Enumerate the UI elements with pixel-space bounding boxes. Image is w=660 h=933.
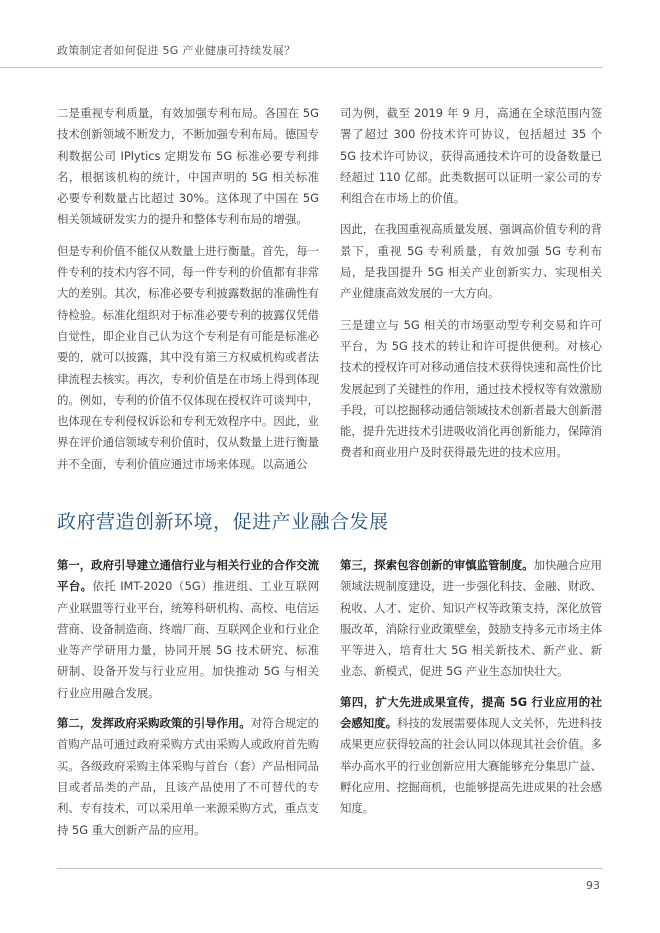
header-divider	[0, 67, 603, 68]
paragraph: 司为例，截至 2019 年 9 月，高通在全球范围内签署了超过 300 份技术许可协议，包括超过 35 个 5G 技术许可协议，获得高通技术许可的设备数量已经超过 110 亿部。此类数据可以证明一家公司的专利组合在市场上的价值。	[340, 106, 602, 206]
paragraph: 三是建立与 5G 相关的市场驱动型专利交易和许可平台，为 5G 技术的转让和许可提供便利。对核心技术的授权许可对移动通信技术获得快速和高性价比发展起到了关键性的作用，通过技术授权等有效激励手段，可以挖掘移动通信领域技术创新者最大创新潜能，提升先进技术引进吸收消化再创新能力，保障消费者和商业用户及时获得最先进的技术应用。	[340, 317, 602, 460]
lower-left-column	[57, 555, 319, 850]
section-heading: 政府营造创新环境，促进产业融合发展	[57, 510, 389, 533]
policy-item	[57, 713, 319, 841]
policy-item-lead: 第三，探索包容创新的审慎监管制度。	[340, 558, 534, 572]
running-header: 政策制定者如何促进 5G 产业健康可持续发展？	[57, 44, 296, 57]
upper-right-column	[340, 103, 602, 474]
policy-item-body: 依托 IMT-2020（5G）推进组、工业互联网产业联盟等行业平台，统筹科研机构、高校、电信运营商、设备制造商、终端厂商、互联网企业和行业企业等产学研用力量，协同开展 5G 技术研究、标准研制、设备开发与行业应用。加快推动 5G 与相关行业应用融合发展。	[57, 579, 319, 700]
policy-item-body: 对符合规定的首购产品可通过政府采购方式由采购人或政府首先购买。各级政府采购主体采购与首台（套）产品相同品目或者品类的产品，且该产品使用了不可替代的专利、专有技术，可以采用单一来源采购方式，重点支持 5G 重大创新产品的应用。	[57, 716, 320, 837]
page-number: 93	[586, 879, 600, 892]
policy-item-lead: 第一，政府引导建立通信行业与相关行业的合作交流平台。	[57, 558, 319, 594]
upper-left-column	[57, 103, 319, 485]
footer-divider	[57, 868, 603, 869]
policy-item	[340, 692, 602, 820]
policy-item	[340, 555, 602, 683]
policy-item-lead: 第四，扩大先进成果宣传，提高 5G 行业应用的社会感知度。	[340, 694, 602, 731]
policy-item-body: 科技的发展需要体现人文关怀，先进科技成果更应获得较高的社会认同以体现其社会价值。多举办高水平的行业创新应用大赛能够充分集思广益、孵化应用、挖掘商机，也能够提高先进成果的社会感知度。	[340, 716, 603, 816]
paragraph: 二是重视专利质量，有效加强专利布局。各国在 5G 技术创新领域不断发力，不断加强专利布局。德国专利数据公司 IPlytics 定期发布 5G 标准必要专利排名，根据该机构的统计，中国声明的 5G 相关标准必要专利数量占比超过 30%。这体现了中国在 5G 相关领域研发实力的提升和整体专利布局的增强。	[57, 106, 319, 227]
paragraph: 因此，在我国重视高质量发展、强调高价值专利的背景下，重视 5G 专利质量，有效加强 5G 专利布局，是我国提升 5G 相关产业创新实力、实现相关产业健康高效发展的一大方向。	[340, 222, 602, 301]
lower-right-column	[340, 555, 602, 829]
policy-item-lead: 第二，发挥政府采购政策的引导作用。	[57, 716, 251, 731]
policy-item-body: 加快融合应用领域法规制度建设，进一步强化科技、金融、财政、税收、人才、定价、知识产权等政策支持，深化放管服改革，消除行业政策壁垒，鼓励支持多元市场主体平等进入，培育壮大 5G 相关新技术、新产业、新业态、新模式，促进 5G 产业生态加快壮大。	[340, 558, 603, 679]
paragraph: 但是专利价值不能仅从数量上进行衡量。首先，每一件专利的技术内容不同，每一件专利的价值都有非常大的差别。其次，标准必要专利披露数据的准确性有待检验。标准化组织对于标准必要专利的披露仅凭借自觉性，即企业自己认为这个专利是有可能是标准必要的，就可以披露，其中没有第三方权威机构或者法律流程去核实。再次，专利价值是在市场上得到体现的。例如，专利的价值不仅体现在授权许可谈判中，也体现在专利侵权诉讼和专利无效程序中。因此，业界在评价通信领域专利价值时，仅从数量上进行衡量并不全面，专利价值应通过市场来体现。以高通公	[57, 243, 319, 471]
policy-item	[57, 555, 319, 704]
